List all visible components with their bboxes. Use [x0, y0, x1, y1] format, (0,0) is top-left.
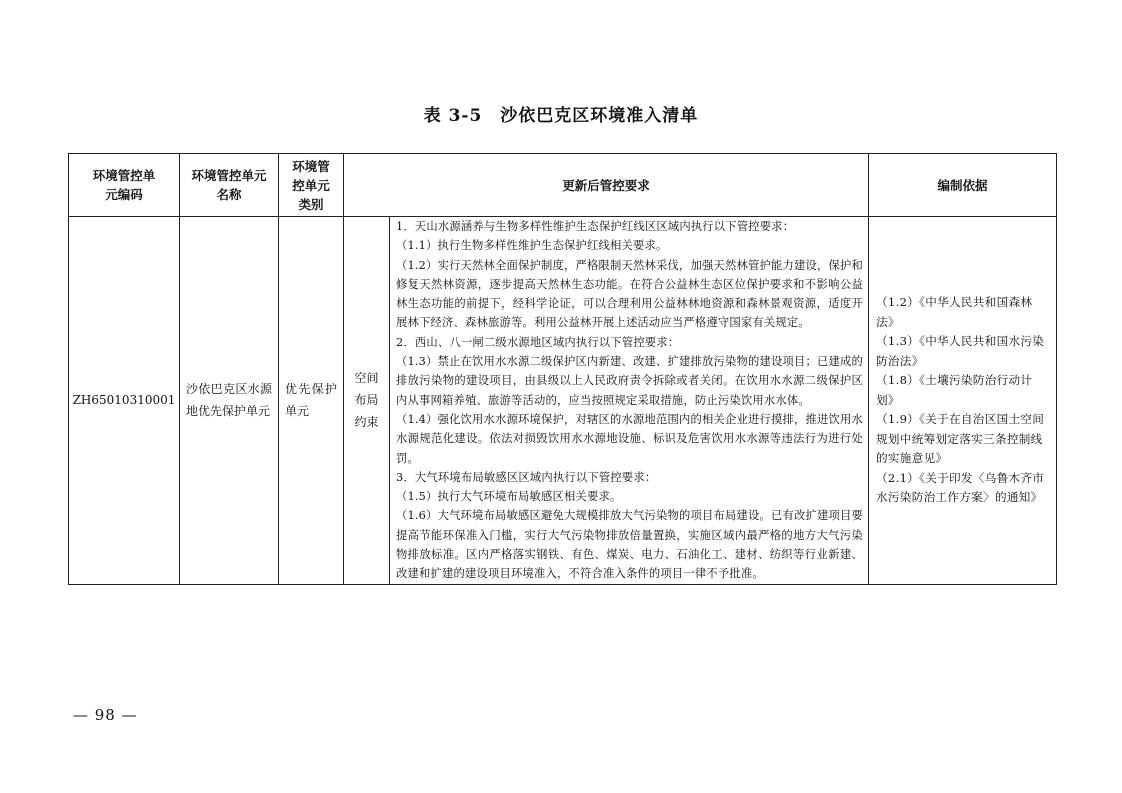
requirement-item: 2．西山、八一闸二级水源地区域内执行以下管控要求：: [396, 335, 680, 349]
requirement-item: （1.1）执行生物多样性维护生态保护红线相关要求。: [396, 239, 668, 253]
header-requirement: 更新后管控要求: [344, 154, 869, 217]
unit-category: 优先保护单元: [279, 217, 344, 585]
unit-name: 沙依巴克区水源地优先保护单元: [180, 217, 279, 585]
requirement-text: [390, 217, 869, 585]
basis-item: （1.9）《关于在自治区国土空间规划中统筹划定落实三条控制线的实施意见》: [876, 412, 1045, 466]
page-number: — 98 —: [73, 706, 138, 724]
basis-text: [869, 217, 1057, 585]
header-basis: 编制依据: [869, 154, 1057, 217]
header-unit-code: 环境管控单元编码: [69, 154, 180, 217]
requirement-item: （1.3）禁止在饮用水水源二级保护区内新建、改建、扩建排放污染物的建设项目；已建成的排放污染物的建设项目，由县级以上人民政府责令拆除或者关闭。在饮用水水源二级保护区内从事网箱养殖、旅游等活动的，应当按照规定采取措施，防止污染饮用水水体。: [396, 355, 864, 407]
requirement-item: （1.2）实行天然林全面保护制度，严格限制天然林采伐，加强天然林管护能力建设，保护和修复天然林资源，逐步提高天然林生态功能。在符合公益林生态区位保护要求和不影响公益林生态功能的前提下，经科学论证，可以合理利用公益林林地资源和森林景观资源，适度开展林下经济、森林旅游等。利用公益林开展上述活动应当严格遵守国家有关规定。: [396, 258, 864, 330]
basis-item: （1.2）《中华人民共和国森林法》: [876, 295, 1033, 329]
requirement-item: （1.4）强化饮用水水源环境保护，对辖区的水源地范围内的相关企业进行摸排，推进饮用水水源规范化建设。依法对损毁饮用水水源地设施、标识及危害饮用水水源等违法行为进行处罚。: [396, 412, 864, 465]
requirement-item: （1.6）大气环境布局敏感区避免大规模排放大气污染物的项目布局建设。已有改扩建项目要提高节能环保准入门槛，实行大气污染物排放倍量置换，实施区域内最严格的地方大气污染物排放标准。区内严格落实钢铁、有色、煤炭、电力、石油化工、建材、纺织等行业新建、改建和扩建的建设项目环境准入，不符合准入条件的项目一律不予批准。: [396, 509, 864, 581]
environment-access-table: [68, 153, 1057, 585]
table-row: [69, 217, 1057, 585]
table-title: 表 3-5 沙依巴克区环境准入清单: [423, 106, 699, 126]
header-unit-category: 环境管控单元类别: [279, 154, 344, 217]
basis-item: （1.8）《土壤污染防治行动计划》: [876, 373, 1033, 407]
table-header-row: [69, 154, 1057, 217]
header-unit-name: 环境管控单元名称: [180, 154, 279, 217]
basis-item: （2.1）《关于印发〈乌鲁木齐市水污染防治工作方案〉的通知》: [876, 470, 1045, 505]
requirement-type: 空间布局约束: [344, 217, 390, 585]
unit-code: ZH65010310001: [69, 217, 180, 585]
basis-item: （1.3）《中华人民共和国水污染防治法》: [876, 334, 1045, 368]
requirement-item: 3．大气环境布局敏感区区域内执行以下管控要求：: [396, 470, 657, 484]
requirement-item: （1.5）执行大气环境布局敏感区相关要求。: [396, 490, 622, 504]
requirement-item: 1．天山水源涵养与生物多样性维护生态保护红线区区域内执行以下管控要求：: [396, 220, 795, 233]
